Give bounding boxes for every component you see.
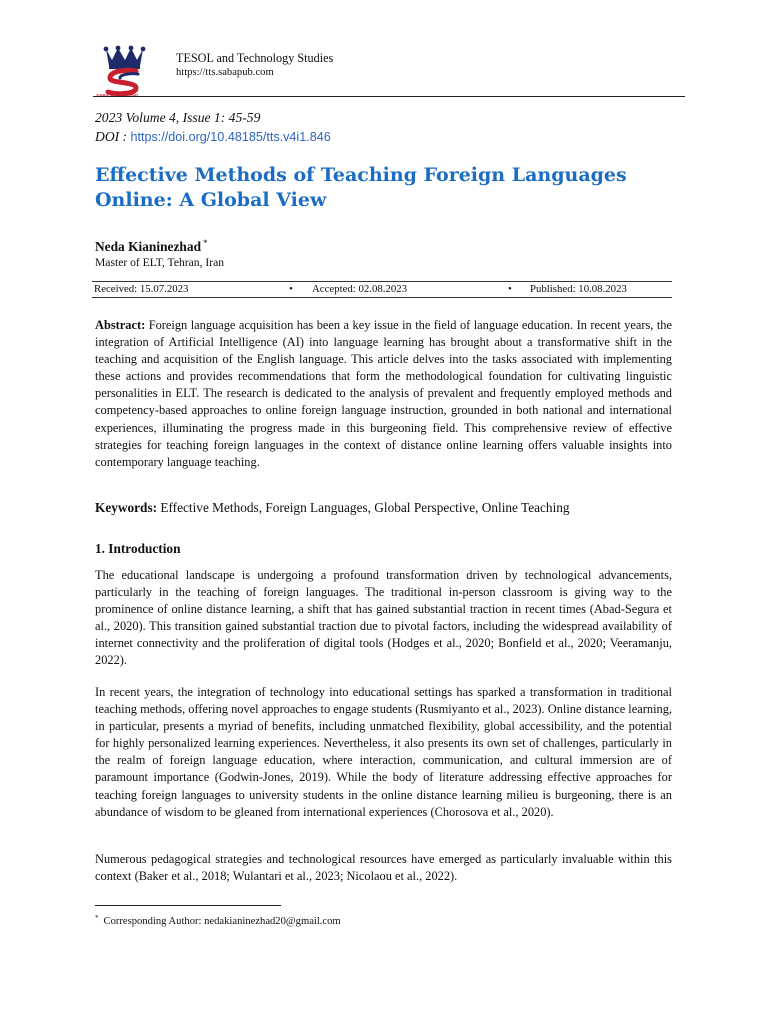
header-divider	[93, 96, 685, 97]
date-separator: •	[289, 283, 293, 295]
body-paragraph: In recent years, the integration of technology into educational settings has sparked a transformation in traditional teaching methods, offering novel approaches to engage students (Rusmiyanto et al., 2023). Online distance learning, in particular, presents a myriad of benefits, including unmatched flexibility, global accessibility, and the potential for highly personalized learning experiences. Nevertheless, it also presents its own set of challenges, particularly in the realm of foreign language education, where interaction, communication, and cultural immersion are of paramount importance (Godwin-Jones, 2019). While the body of literature addressing effective approaches for teaching foreign languages to university students in the online distance learning milieu is burgeoning, there is an abundance of wisdom to be gleaned from international experiences (Chorosova et al., 2020).	[95, 685, 672, 819]
journal-name: TESOL and Technology Studies	[176, 51, 334, 65]
abstract-text: Foreign language acquisition has been a key issue in the field of language education. In recent years, the integration of Artificial Intelligence (AI) into language learning has brought about a transformative shift in the teaching and acquisition of the English language. This article delves into the tasks associated with implementing these actions and provides recommendations that form the methodological foundation for cultivating linguistic personalities in ELT. The research is dedicated to the analysis of prevalent and frequently employed methods and competency-based approaches to online foreign language instruction, grounded in both national and international experiences, illuminating the progress made in this burgeoning field. This comprehensive review of effective strategies for teaching foreign languages in the context of distance online learning offers valuable insights into contemporary language teaching.	[95, 318, 672, 469]
author-name-text: Neda Kianinezhad	[95, 239, 202, 254]
crown-logo-icon	[96, 44, 170, 98]
keywords-label: Keywords:	[95, 500, 158, 515]
keywords	[95, 499, 570, 517]
doi-link[interactable]: https://doi.org/10.48185/tts.v4i1.846	[130, 130, 331, 144]
received-date: Received: 15.07.2023	[94, 283, 189, 295]
published-date: Published: 10.08.2023	[530, 283, 627, 295]
publication-dates	[92, 281, 672, 298]
author-footnote-mark: *	[203, 238, 208, 248]
journal-url[interactable]: https://tts.sabapub.com	[176, 67, 274, 78]
footnote	[95, 911, 341, 929]
author-affiliation: Master of ELT, Tehran, Iran	[95, 256, 225, 269]
keywords-text: Effective Methods, Foreign Languages, Global Perspective, Online Teaching	[160, 500, 570, 515]
doi-line	[95, 128, 331, 146]
svg-text:SABA PUBLISHING: SABA PUBLISHING	[96, 93, 139, 98]
body-paragraph: Numerous pedagogical strategies and technological resources have emerged as particularly invaluable within this context (Baker et al., 2018; Wulantari et al., 2023; Nicolaou et al., 2022).	[95, 852, 672, 884]
issue-info: 2023 Volume 4, Issue 1: 45-59	[95, 110, 261, 125]
publisher-logo	[96, 44, 170, 98]
footnote-text: Corresponding Author: nedakianinezhad20@gmail.com	[103, 916, 341, 927]
body-paragraph: The educational landscape is undergoing a profound transformation driven by technological advancements, particularly in the teaching of foreign languages. The traditional in-person classroom is giving way to the prominence of online distance learning, a shift that has gained substantial traction in recent times (Abad-Segura et al., 2020). This transition gained substantial traction due to pivotal factors, including the widespread availability of internet connectivity and the proliferation of digital tools (Hodges et al., 2020; Bonfield et al., 2020; Veeramanju, 2022).	[95, 568, 672, 668]
author-name	[95, 234, 208, 256]
date-separator: •	[508, 283, 512, 295]
abstract	[95, 317, 672, 471]
section-heading-introduction: 1. Introduction	[95, 541, 181, 556]
article-title: Effective Methods of Teaching Foreign Languages Online: A Global View	[95, 164, 627, 211]
footnote-mark: *	[95, 914, 99, 922]
footnote-divider	[95, 905, 281, 906]
doi-label: DOI :	[95, 129, 128, 144]
abstract-label: Abstract:	[95, 318, 146, 332]
accepted-date: Accepted: 02.08.2023	[312, 283, 408, 295]
